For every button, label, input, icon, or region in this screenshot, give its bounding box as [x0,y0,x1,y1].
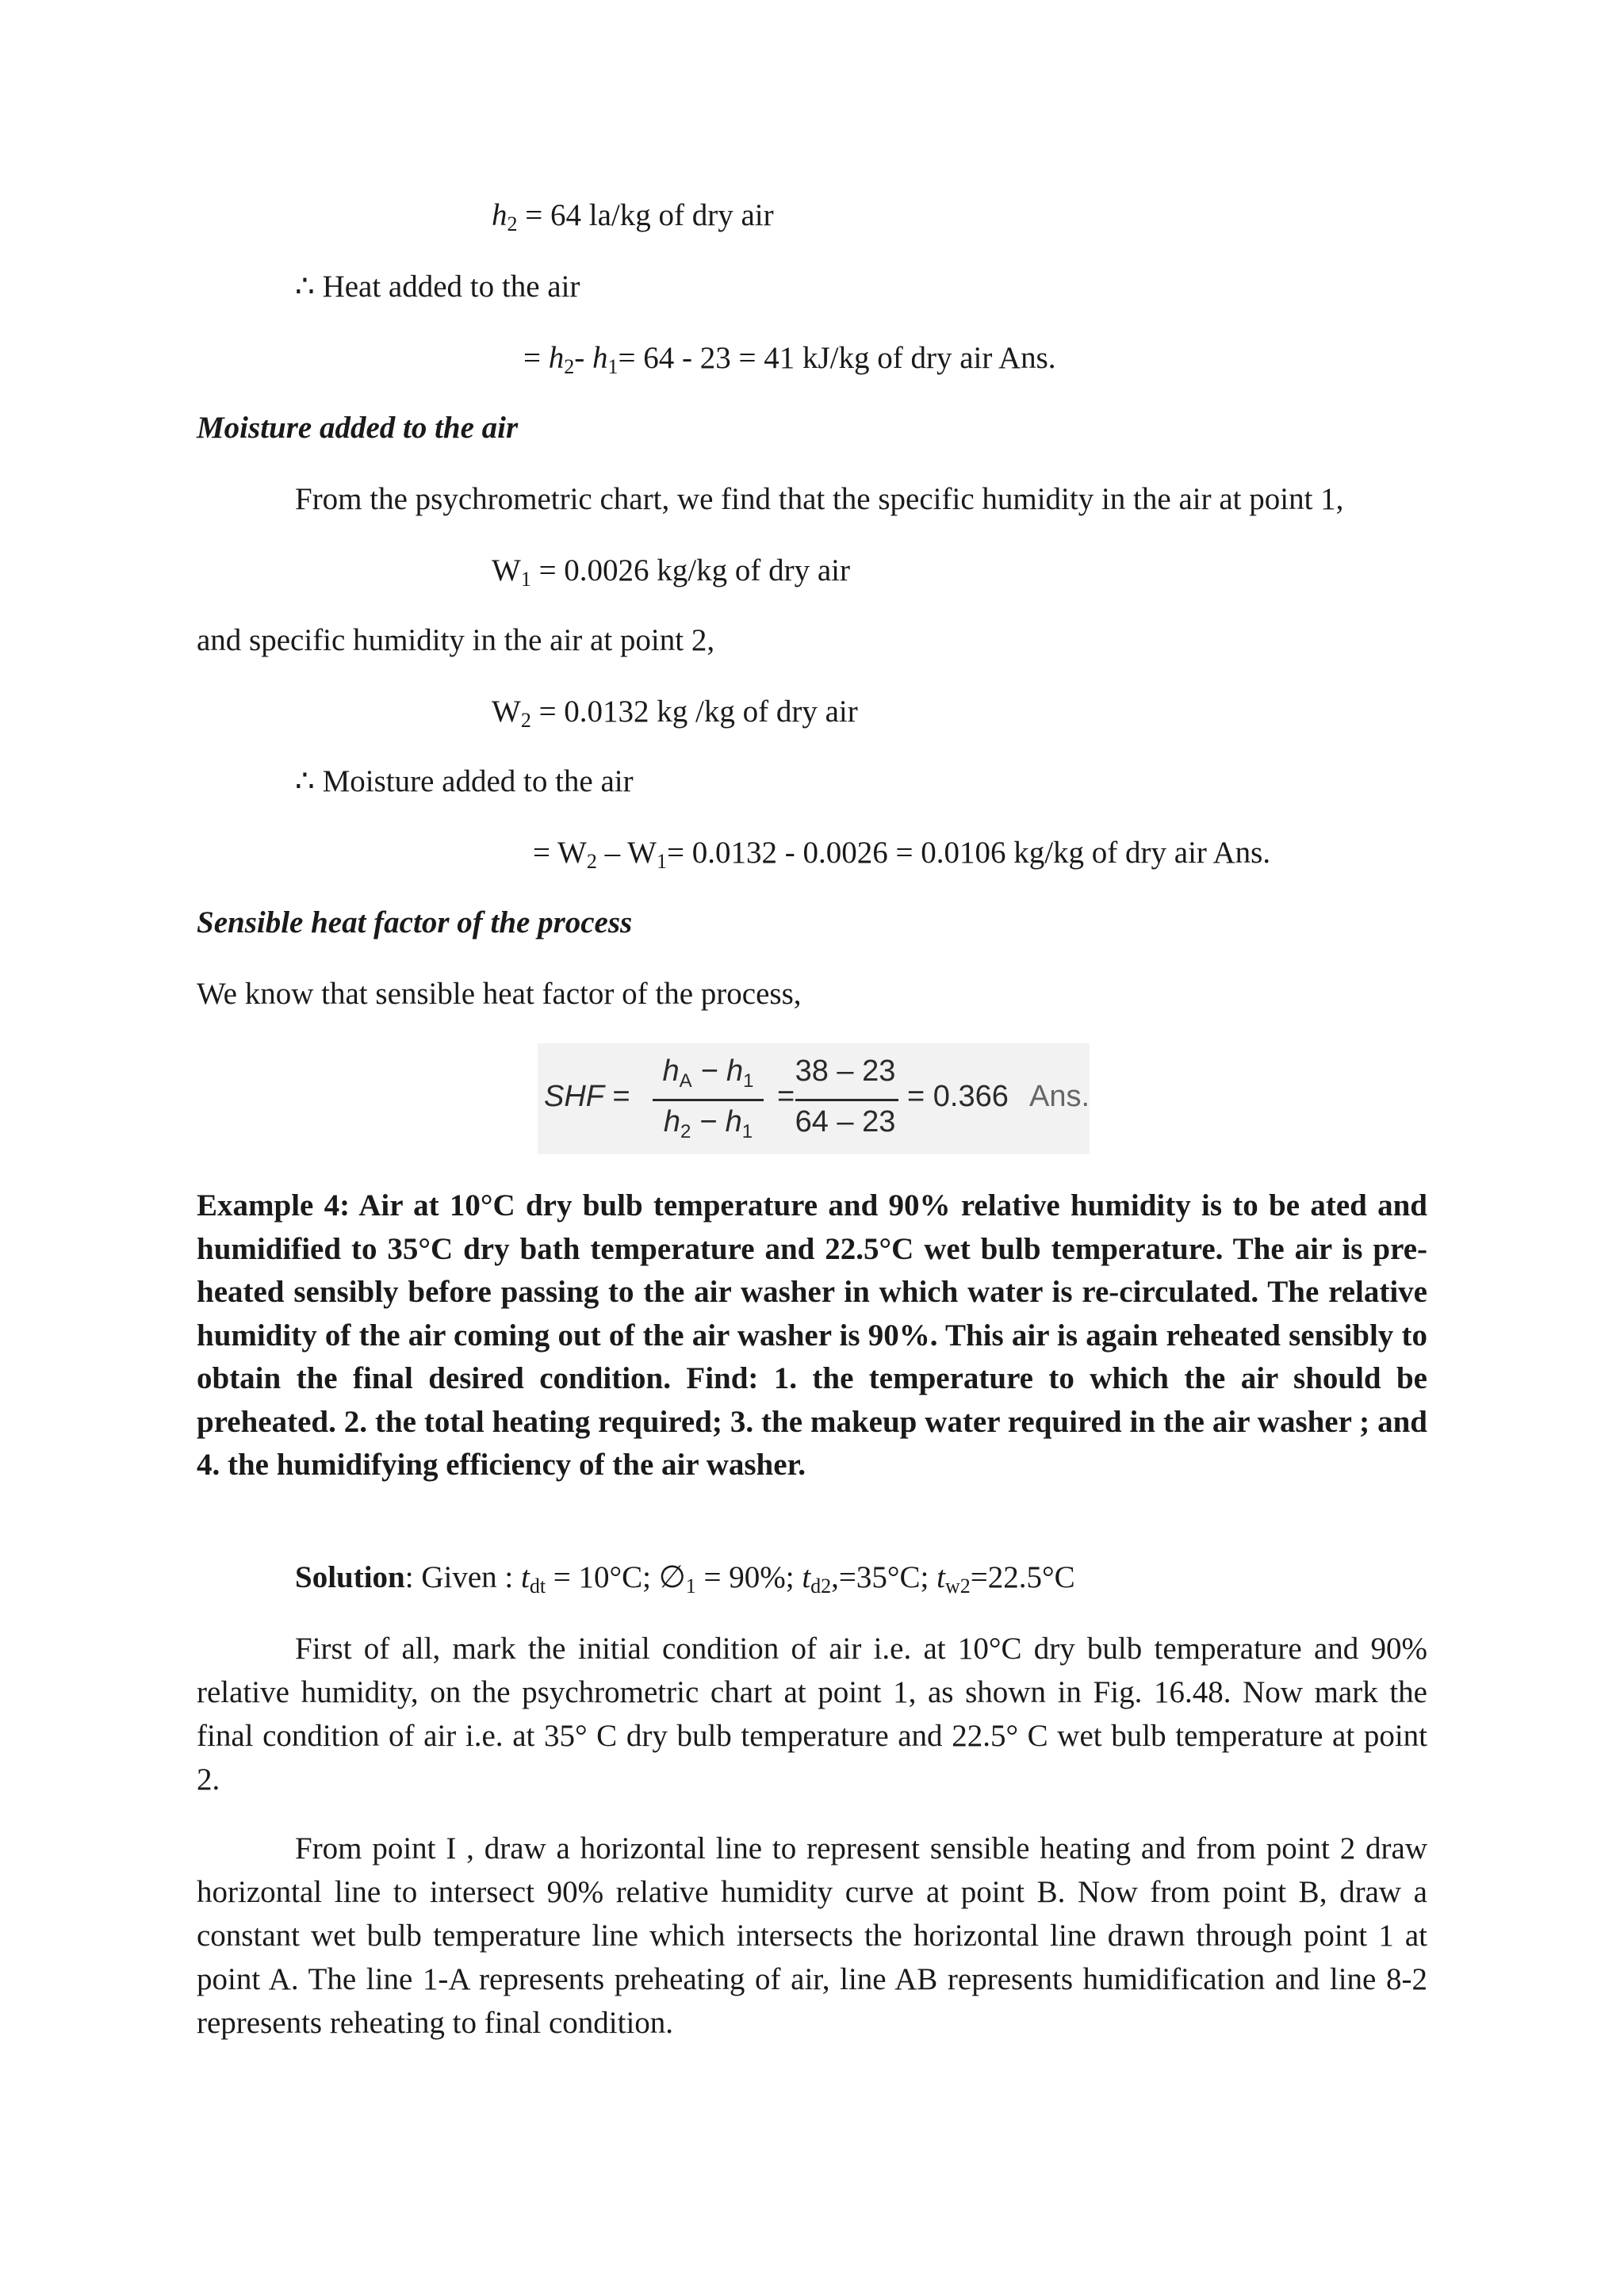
moisture-added-line: ∴ Moisture added to the air [295,764,634,798]
moisture-calc-line [533,831,1270,875]
w-symbol: W [492,695,521,729]
w-symbol: W [492,553,521,587]
h-symbol: h [548,341,565,375]
h-symbol: h [663,1105,680,1138]
given-text: : Given : [404,1560,521,1594]
fraction1-denominator [649,1105,768,1143]
h-subscript: 2 [507,212,518,235]
t-symbol: t [802,1560,811,1594]
w-subscript: 1 [656,850,667,873]
formula-ans: Ans. [1029,1080,1090,1113]
heat-added-line: ∴ Heat added to the air [295,270,580,304]
t-value: ,=35°C; [831,1560,937,1594]
heat-calc-line [523,336,1056,381]
minus-h: − h [699,1105,742,1138]
heat-calc-rest: = 64 - 23 = 41 kJ/kg of dry air Ans. [618,341,1056,375]
w1-line [492,549,850,593]
shf-heading: Sensible heat factor of the process [197,905,633,939]
minus: - [574,341,592,375]
paragraph-1-text: First of all, mark the initial condition of air i.e. at 10°C dry bulb temperature and 90% relative humidity, on the psychrometric chart at point 1, as shown in Fig. 16.48. Now mark the final condition of air i.e. at 35° C dry bulb temperature and 22.5° C wet bulb temperature at point 2. [197,1632,1427,1797]
w-subscript: 2 [586,850,597,873]
t-subscript: w2 [944,1575,971,1598]
equals-sign: = W [533,836,587,870]
w2-line [492,690,858,734]
solution-line [295,1556,1075,1600]
example-4-paragraph: Example 4: Air at 10°C dry bulb temperature and 90% relative humidity is to be ated and humidified to 35°C dry bath temperature and 22.5°C wet bulb temperature. The air is pre-heated sensibly before passing to the air washer in which water is re-circulated. The relative humidity of the air coming out of the air washer is 90%. This air is again reheated sensibly to obtain the final desired condition. Find: 1. the temperature to which the air should be preheated. 2. the total heating required; 3. the makeup water required in the air washer ; and 4. the humidifying efficiency of the air washer. [197,1188,1427,1482]
t-value: =22.5°C [970,1560,1075,1594]
phi-symbol: ∅ [658,1560,686,1594]
h-subscript: 1 [607,355,619,378]
fraction2-denominator: 64 – 23 [795,1105,896,1138]
h2-line [492,193,774,238]
phi-subscript: 1 [685,1575,696,1598]
fraction2-numerator: 38 – 23 [795,1054,896,1088]
equals-sign: = [523,341,549,375]
we-know-line: We know that sensible heat factor of the process, [197,977,802,1011]
w2-value: = 0.0132 kg /kg of dry air [538,695,858,729]
subscript: 1 [741,1121,753,1142]
subscript: 2 [680,1121,691,1142]
w-subscript: 2 [520,709,531,732]
paragraph-1 [197,1627,1427,1801]
w-subscript: 1 [520,568,531,591]
paragraph-2 [197,1827,1427,2045]
w1-value: = 0.0026 kg/kg of dry air [538,553,850,587]
h-symbol: h [592,341,608,375]
fraction2-bar [795,1099,898,1101]
h-subscript: 2 [564,355,575,378]
t-subscript: d2 [810,1575,832,1598]
t-symbol: t [520,1560,530,1594]
formula-equals: = [777,1080,795,1113]
paragraph-2-text: From point I , draw a horizontal line to represent sensible heating and from point 2 draw horizontal line to intersect 90% relative humidity curve at point B. Now from point B, draw a constant wet bulb temperature line which intersects the horizontal line drawn through point 1 at point A. The line 1-A represents preheating of air, line AB represents humidification and line 8-2 represents reheating to final condition. [197,1831,1427,2040]
solution-label: Solution [295,1560,405,1594]
shf-formula [538,1043,1090,1154]
moisture-calc-rest: = 0.0132 - 0.0026 = 0.0106 kg/kg of dry air Ans. [666,836,1271,870]
minus-h: − h [700,1054,744,1088]
h-symbol: h [662,1054,680,1088]
subscript: 1 [743,1070,754,1092]
h2-value: = 64 la/kg of dry air [525,198,774,232]
t-symbol: t [936,1560,945,1594]
phi-value: = 90%; [695,1560,802,1594]
formula-result: = 0.366 [907,1080,1009,1113]
minus: – W [596,836,657,870]
from-chart-line: From the psychrometric chart, we find that the specific humidity in the air at point 1, [295,482,1344,516]
formula-lhs: SHF = [544,1080,630,1113]
fraction1-bar [653,1099,764,1101]
moisture-heading: Moisture added to the air [197,411,519,445]
t-subscript: dt [529,1575,546,1598]
and-specific-line: and specific humidity in the air at point 2, [197,623,715,657]
t-value: = 10°C; [546,1560,659,1594]
fraction1-numerator [649,1054,768,1093]
subscript: A [679,1070,692,1092]
h-symbol: h [492,198,508,232]
